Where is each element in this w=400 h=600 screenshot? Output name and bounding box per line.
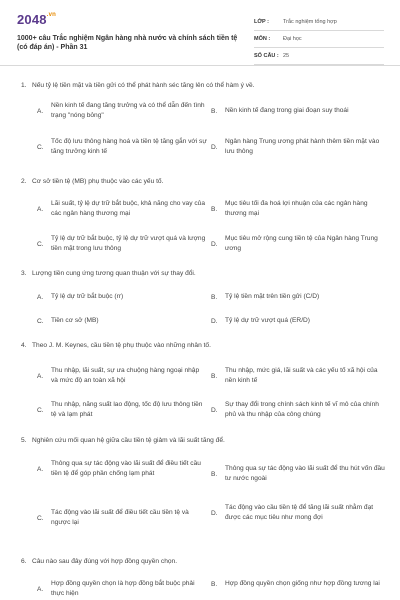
- option-text: Hợp đồng quyền chọn là hợp đồng bắt buộc phải thực hiện: [51, 580, 195, 597]
- option-letter: B.: [211, 580, 218, 588]
- meta-label: MÔN :: [254, 36, 271, 42]
- option-b[interactable]: [211, 292, 386, 302]
- option-letter: D.: [211, 509, 218, 517]
- meta-row-count: [254, 48, 384, 65]
- meta-row-subject: [254, 31, 384, 48]
- option-text: Tỷ lệ dự trữ bắt buộc, tỷ lệ dự trữ vượt quá và lượng tiền mặt trong lưu thông: [51, 235, 206, 252]
- question-3: [21, 270, 381, 277]
- meta-label: LỚP :: [254, 19, 269, 25]
- option-letter: C.: [37, 406, 44, 414]
- option-c[interactable]: [37, 508, 207, 528]
- meta-value: Đại học: [283, 36, 302, 42]
- option-a[interactable]: [37, 579, 207, 599]
- question-text: Lượng tiền cung ứng tương quan thuận với sự thay đổi.: [32, 270, 196, 277]
- option-b[interactable]: [211, 366, 386, 386]
- option-letter: C.: [37, 514, 44, 522]
- option-letter: D.: [211, 240, 218, 248]
- meta-value: Trắc nghiệm tổng hợp: [283, 19, 337, 25]
- option-text: Thông qua sự tác động vào lãi suất để thu hút vốn đầu tư nước ngoài: [225, 465, 385, 482]
- question-2: [21, 178, 381, 185]
- option-letter: C.: [37, 143, 44, 151]
- option-letter: C.: [37, 240, 44, 248]
- option-letter: D.: [211, 143, 218, 151]
- option-text: Thông qua sự tác động vào lãi suất để điều tiết cầu tiền tệ để góp phần chống lạm phát: [51, 460, 201, 477]
- question-6: [21, 558, 381, 565]
- option-d[interactable]: [211, 316, 386, 326]
- option-letter: B.: [211, 107, 218, 115]
- question-text: Cơ sở tiền tệ (MB) phụ thuộc vào các yếu tố.: [32, 178, 164, 185]
- option-c[interactable]: [37, 316, 207, 326]
- option-text: Tác động vào cầu tiền tệ để tăng lãi suất nhằm đạt được các mục tiêu như mong đợi: [225, 504, 374, 521]
- option-text: Tỷ lệ dự trữ vượt quá (ER/D): [225, 317, 310, 324]
- option-text: Tác động vào lãi suất để điều tiết cầu tiền tệ và ngược lại: [51, 509, 189, 526]
- option-text: Ngân hàng Trung ương phát hành thêm tiền mặt vào lưu thông: [225, 138, 380, 155]
- option-b[interactable]: [211, 464, 386, 484]
- option-letter: B.: [211, 470, 218, 478]
- option-b[interactable]: [211, 579, 386, 589]
- question-text: Theo J. M. Keynes, cầu tiền tệ phụ thuộc vào những nhân tố.: [32, 342, 211, 349]
- option-d[interactable]: [211, 400, 386, 420]
- option-letter: D.: [211, 406, 218, 414]
- option-letter: C.: [37, 317, 44, 325]
- option-text: Sự thay đổi trong chính sách kinh tế vĩ mô của chính phủ và thu nhập của công chúng: [225, 401, 379, 418]
- meta-label: SỐ CÂU :: [254, 53, 279, 59]
- option-a[interactable]: [37, 199, 207, 219]
- option-text: Thu nhập, lãi suất, sự ưa chuộng hàng ngoại nhập và mức độ an toàn xã hội: [51, 367, 200, 384]
- option-text: Thu nhập, mức giá, lãi suất và các yếu tố xã hội của nền kinh tế: [225, 367, 378, 384]
- meta-row-class: [254, 14, 384, 31]
- option-text: Tỷ lệ tiền mặt trên tiền gửi (C/D): [225, 293, 320, 300]
- option-letter: A.: [37, 293, 44, 301]
- question-number: 4.: [21, 342, 27, 349]
- question-number: 6.: [21, 558, 27, 565]
- option-text: Nền kinh tế đang tăng trưởng và có thể dẫn đến tình trạng "nóng bỏng": [51, 102, 205, 119]
- option-a[interactable]: [37, 459, 207, 479]
- option-c[interactable]: [37, 234, 207, 254]
- option-letter: A.: [37, 585, 44, 593]
- question-text: Câu nào sau đây đúng với hợp đồng quyền chọn.: [32, 558, 178, 565]
- meta-table: [254, 14, 384, 65]
- document-header: [0, 0, 400, 66]
- option-letter: A.: [37, 465, 44, 473]
- option-letter: A.: [37, 205, 44, 213]
- option-text: Hợp đồng quyền chọn giống như hợp đồng tương lai: [225, 580, 380, 587]
- option-letter: A.: [37, 372, 44, 380]
- option-text: Tốc độ lưu thông hàng hoá và tiền tệ tăng gắn với sự tăng trưởng kinh tế: [51, 138, 207, 155]
- logo-main: 2048: [17, 12, 47, 27]
- option-d[interactable]: [211, 234, 386, 254]
- question-number: 2.: [21, 178, 27, 185]
- site-logo[interactable]: [17, 12, 56, 27]
- option-a[interactable]: [37, 292, 207, 302]
- option-a[interactable]: [37, 366, 207, 386]
- option-d[interactable]: [211, 503, 386, 523]
- option-text: Nền kinh tế đang trong giai đoạn suy thoái: [225, 107, 349, 114]
- option-d[interactable]: [211, 137, 386, 157]
- option-text: Tỷ lệ dự trữ bắt buộc (rr): [51, 293, 124, 300]
- option-text: Mục tiêu mở rộng cung tiền tệ của Ngân hàng Trung ương: [225, 235, 378, 252]
- option-a[interactable]: [37, 101, 207, 121]
- question-number: 5.: [21, 437, 27, 444]
- option-text: Mục tiêu tối đa hoá lợi nhuận của các ngân hàng thương mại: [225, 200, 368, 217]
- question-text: Nghiên cứu mối quan hệ giữa cầu tiền tệ giảm và lãi suất tăng để.: [32, 437, 225, 444]
- option-c[interactable]: [37, 400, 207, 420]
- option-letter: B.: [211, 293, 218, 301]
- option-letter: B.: [211, 372, 218, 380]
- option-b[interactable]: [211, 199, 386, 219]
- option-letter: B.: [211, 205, 218, 213]
- document-title: 1000+ câu Trắc nghiệm Ngân hàng nhà nước và chính sách tiền tệ (có đáp án) - Phần 31: [17, 35, 238, 51]
- option-b[interactable]: [211, 106, 386, 116]
- option-c[interactable]: [37, 137, 207, 157]
- question-5: [21, 437, 381, 444]
- logo-suffix: .vn: [46, 12, 57, 18]
- option-letter: A.: [37, 107, 44, 115]
- question-1: [21, 82, 381, 89]
- question-number: 3.: [21, 270, 27, 277]
- question-4: [21, 342, 381, 349]
- option-letter: D.: [211, 317, 218, 325]
- option-text: Lãi suất, tỷ lệ dự trữ bắt buộc, khả năng cho vay của các ngân hàng thương mại: [51, 200, 205, 217]
- option-text: Thu nhập, năng suất lao động, tốc độ lưu thông tiền tệ và lạm phát: [51, 401, 203, 418]
- option-text: Tiền cơ sở (MB): [51, 317, 99, 324]
- meta-value: 25: [283, 53, 290, 59]
- question-number: 1.: [21, 82, 27, 89]
- question-text: Nếu tỷ lệ tiền mặt và tiền gửi có thể phát hành séc tăng lên có thể hàm ý về.: [32, 82, 255, 89]
